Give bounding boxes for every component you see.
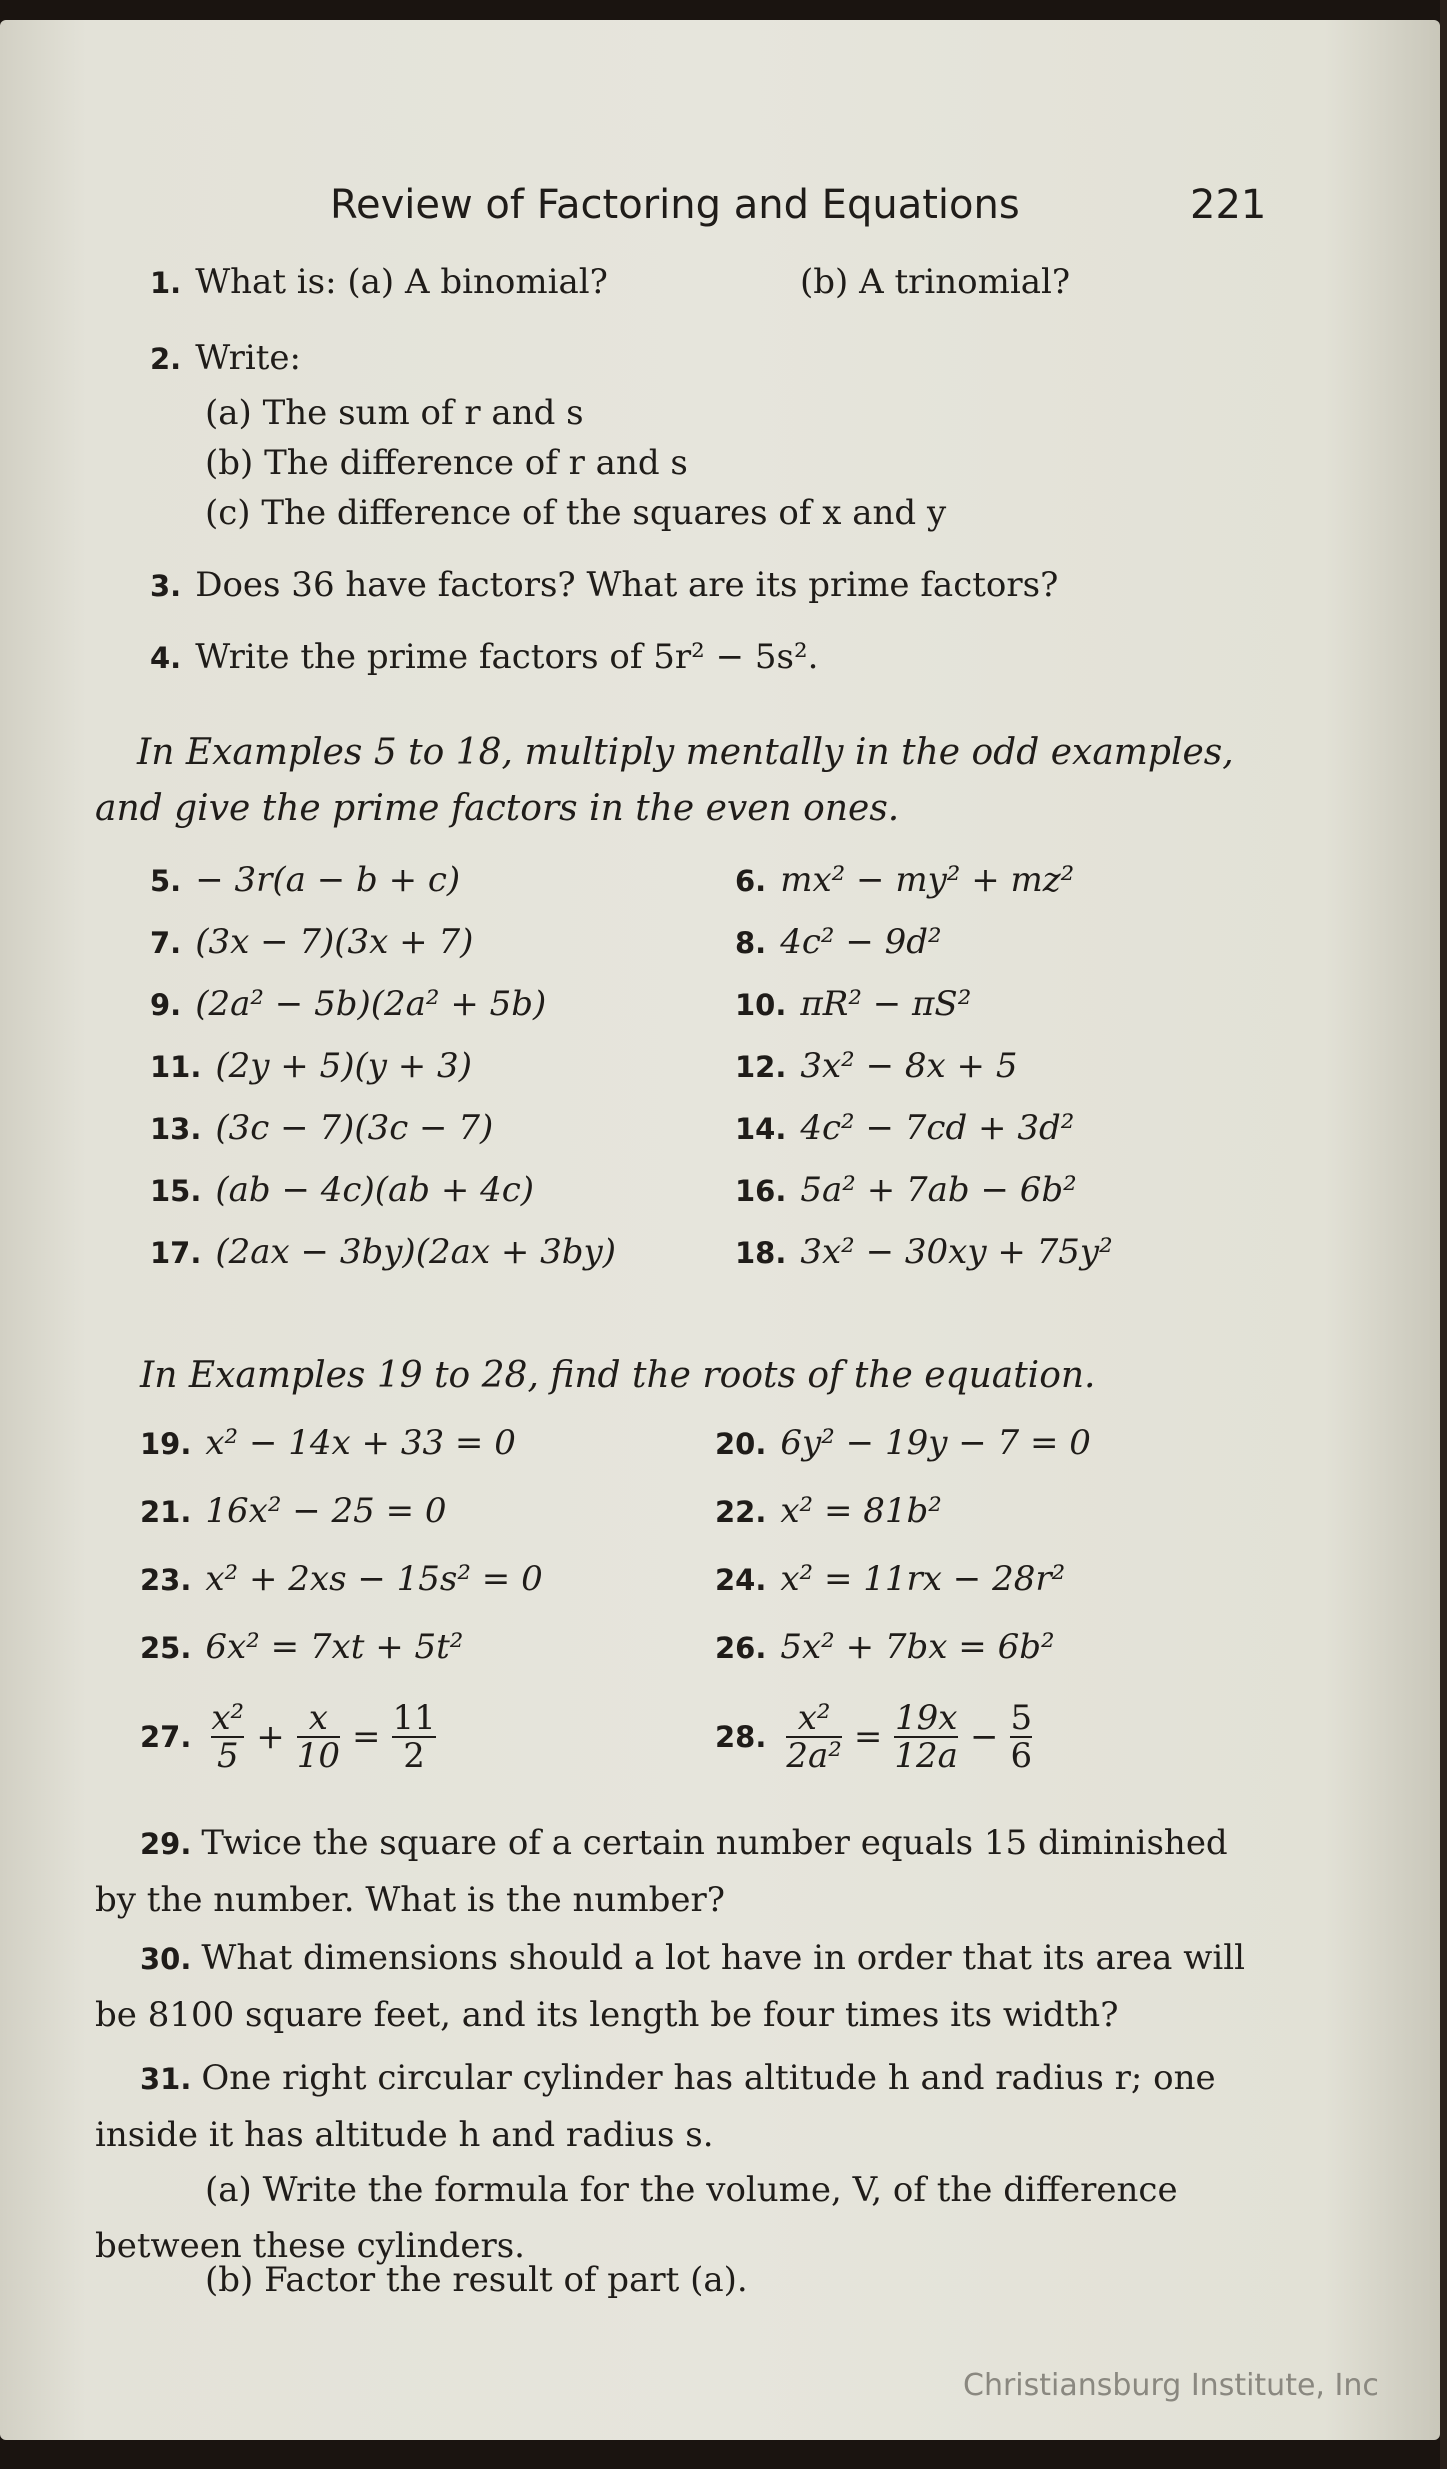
example-expression: 5x² + 7bx = 6b² — [780, 1627, 1055, 1667]
question-number: 2. — [150, 342, 182, 376]
example-number: 24. — [715, 1563, 767, 1597]
example-number: 5. — [150, 864, 182, 898]
numerator: 11 — [392, 1698, 436, 1738]
example-item — [150, 1046, 472, 1086]
question-29 — [95, 1815, 1265, 1928]
example-expression: x² − 14x + 33 = 0 — [205, 1423, 516, 1463]
example-item — [735, 922, 942, 962]
question-30 — [95, 1930, 1265, 2043]
example-number: 9. — [150, 988, 182, 1022]
example-item — [140, 1559, 543, 1599]
operator: = — [853, 1717, 883, 1757]
numerator: x² — [211, 1698, 245, 1738]
question-2 — [150, 338, 301, 378]
question-3 — [150, 565, 1058, 605]
question-number: 1. — [150, 266, 182, 300]
example-item — [715, 1627, 1055, 1667]
example-item — [140, 1423, 516, 1463]
example-item — [150, 922, 473, 962]
question-4 — [150, 637, 818, 677]
example-number: 12. — [735, 1050, 787, 1084]
question-2-text: Write: — [195, 338, 301, 378]
example-expression: − 3r(a − b + c) — [195, 860, 461, 900]
question-30-text: What dimensions should a lot have in order that its area will be 8100 square feet, and its length be four times its width? — [95, 1938, 1245, 2035]
running-header: Review of Factoring and Equations — [330, 182, 1020, 228]
example-28 — [715, 1700, 1038, 1774]
denominator: 12a — [894, 1736, 958, 1776]
example-expression: x² = 81b² — [780, 1491, 942, 1531]
example-expression: 5a² + 7ab − 6b² — [800, 1170, 1077, 1210]
question-31-part-b: (b) Factor the result of part (a). — [205, 2260, 748, 2300]
example-item — [150, 860, 460, 900]
example-number: 19. — [140, 1427, 192, 1461]
book-page — [0, 20, 1440, 2440]
example-number: 23. — [140, 1563, 192, 1597]
example-item — [715, 1559, 1065, 1599]
example-expression: 4c² − 9d² — [780, 922, 942, 962]
fraction — [1010, 1700, 1032, 1774]
example-number: 20. — [715, 1427, 767, 1461]
example-item — [735, 860, 1074, 900]
question-29-text: Twice the square of a certain number equals 15 diminished by the number. What is the number? — [95, 1823, 1228, 1920]
question-31-part-a: (a) Write the formula for the volume, V, of the difference between these cylinders. — [95, 2170, 1178, 2266]
example-expression: mx² − my² + mz² — [780, 860, 1075, 900]
question-1 — [150, 262, 608, 302]
example-number: 25. — [140, 1631, 192, 1665]
question-2-part-b: (b) The difference of r and s — [205, 443, 688, 483]
example-item — [735, 1232, 1113, 1272]
question-number: 3. — [150, 569, 182, 603]
example-number: 7. — [150, 926, 182, 960]
example-number: 28. — [715, 1720, 767, 1754]
question-number: 30. — [140, 1942, 192, 1976]
example-number: 27. — [140, 1720, 192, 1754]
example-number: 21. — [140, 1495, 192, 1529]
denominator: 5 — [211, 1736, 244, 1774]
numerator: 5 — [1010, 1698, 1033, 1738]
example-item — [140, 1491, 447, 1531]
example-expression: (2ax − 3by)(2ax + 3by) — [215, 1232, 617, 1272]
instructions-examples-19-28: In Examples 19 to 28, find the roots of the equation. — [140, 1355, 1096, 1396]
question-2-part-c: (c) The difference of the squares of x and y — [205, 493, 947, 533]
numerator: x — [308, 1698, 328, 1738]
example-number: 26. — [715, 1631, 767, 1665]
numerator: 19x — [894, 1698, 958, 1738]
example-expression: (3c − 7)(3c − 7) — [215, 1108, 494, 1148]
fraction — [392, 1700, 435, 1774]
example-expression: 6x² = 7xt + 5t² — [205, 1627, 464, 1667]
question-31-text: One right circular cylinder has altitude h and radius r; one inside it has altitude h and radius s. — [95, 2058, 1216, 2155]
example-expression: 3x² − 30xy + 75y² — [800, 1232, 1113, 1272]
example-expression: (2a² − 5b)(2a² + 5b) — [195, 984, 547, 1024]
operator: + — [256, 1717, 285, 1757]
example-item — [715, 1491, 942, 1531]
example-item — [735, 1046, 1017, 1086]
denominator: 6 — [1010, 1736, 1033, 1776]
denominator: 2a² — [786, 1736, 842, 1776]
example-item — [150, 984, 546, 1024]
question-number: 31. — [140, 2062, 192, 2096]
page-number: 221 — [1190, 182, 1267, 228]
example-number: 15. — [150, 1174, 202, 1208]
example-item — [735, 1108, 1074, 1148]
example-number: 22. — [715, 1495, 767, 1529]
example-number: 16. — [735, 1174, 787, 1208]
example-expression: 6y² − 19y − 7 = 0 — [780, 1423, 1091, 1463]
fraction — [894, 1700, 958, 1774]
example-27 — [140, 1700, 442, 1774]
example-number: 17. — [150, 1236, 202, 1270]
example-item — [140, 1627, 463, 1667]
watermark-text: Christiansburg Institute, Inc — [963, 2368, 1379, 2403]
example-expression: (2y + 5)(y + 3) — [215, 1046, 472, 1086]
example-number: 6. — [735, 864, 767, 898]
denominator: 2 — [392, 1736, 435, 1774]
operator: = — [351, 1717, 381, 1757]
example-item — [150, 1170, 534, 1210]
question-31 — [95, 2050, 1265, 2163]
example-expression: (3x − 7)(3x + 7) — [195, 922, 474, 962]
fraction — [786, 1700, 842, 1774]
example-expression: x² + 2xs − 15s² = 0 — [205, 1559, 543, 1599]
fraction — [297, 1700, 340, 1774]
example-item — [150, 1232, 616, 1272]
denominator: 10 — [296, 1736, 340, 1776]
example-number: 11. — [150, 1050, 202, 1084]
question-number: 29. — [140, 1827, 192, 1861]
example-expression: 16x² − 25 = 0 — [205, 1491, 447, 1531]
numerator: x² — [797, 1698, 831, 1738]
example-expression: πR² − πS² — [800, 984, 972, 1024]
question-number: 4. — [150, 641, 182, 675]
question-4-text: Write the prime factors of 5r² − 5s². — [195, 637, 819, 677]
book-spine — [1440, 0, 1447, 2469]
example-number: 14. — [735, 1112, 787, 1146]
example-expression: 4c² − 7cd + 3d² — [800, 1108, 1075, 1148]
example-expression: x² = 11rx − 28r² — [780, 1559, 1066, 1599]
example-number: 8. — [735, 926, 767, 960]
question-1-part-b: (b) A trinomial? — [800, 262, 1071, 302]
example-item — [735, 984, 971, 1024]
example-expression: (ab − 4c)(ab + 4c) — [215, 1170, 535, 1210]
question-1-part-a: What is: (a) A binomial? — [195, 262, 608, 302]
fraction — [211, 1700, 244, 1774]
instructions-examples-5-18: In Examples 5 to 18, multiply mentally in the odd examples, and give the prime factors in the even ones. — [95, 732, 1234, 829]
question-2-part-a: (a) The sum of r and s — [205, 393, 584, 433]
example-item — [150, 1108, 493, 1148]
example-number: 10. — [735, 988, 787, 1022]
example-number: 13. — [150, 1112, 202, 1146]
example-item — [735, 1170, 1077, 1210]
example-item — [715, 1423, 1091, 1463]
operator: − — [969, 1717, 999, 1757]
example-number: 18. — [735, 1236, 787, 1270]
question-3-text: Does 36 have factors? What are its prime factors? — [195, 565, 1059, 605]
example-expression: 3x² − 8x + 5 — [800, 1046, 1018, 1086]
